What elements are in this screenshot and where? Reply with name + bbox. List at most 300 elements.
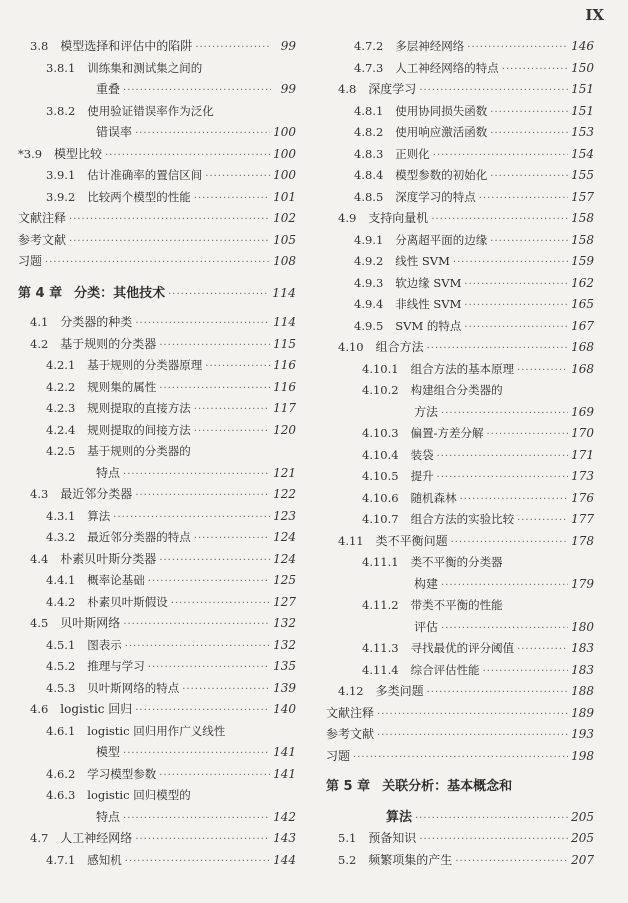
toc-entry-page: 153	[571, 125, 594, 139]
toc-entry-number: 4.12	[338, 684, 364, 698]
toc-entry-page: 158	[571, 232, 594, 247]
toc-entry	[326, 36, 594, 58]
toc-entry-title: 模型参数的初始化	[395, 168, 488, 182]
toc-entry-number: 4.6	[30, 702, 49, 716]
dot-leader	[502, 59, 568, 81]
toc-entry-page: 141	[273, 745, 296, 759]
toc-entry	[18, 441, 296, 463]
toc-entry	[326, 488, 594, 510]
toc-entry-title: 文献注释	[326, 705, 375, 720]
toc-entry-title: 深度学习的特点	[395, 189, 476, 204]
toc-entry	[326, 552, 594, 574]
toc-entry	[18, 377, 296, 399]
toc-entry-page: 105	[273, 232, 296, 247]
toc-entry-title: 构建组合分类器的	[410, 383, 503, 397]
toc-entry-page: 171	[571, 447, 594, 462]
toc-entry-title: 构建	[414, 576, 439, 591]
toc-entry-page: 205	[571, 809, 594, 824]
dot-leader	[490, 123, 568, 145]
toc-entry	[326, 807, 594, 829]
toc-entry	[18, 101, 296, 123]
toc-entry	[326, 531, 594, 553]
toc-entry	[18, 58, 296, 80]
toc-entry-page: 120	[273, 422, 296, 437]
toc-entry-number: 4.3.2	[46, 530, 76, 544]
toc-entry	[326, 746, 594, 768]
dot-leader	[451, 532, 568, 554]
toc-entry-title: logistic 回归用作广义线性	[87, 723, 226, 738]
toc-entry-title: 学习模型参数	[87, 766, 157, 781]
toc-entry	[18, 613, 296, 635]
page-number: IX	[585, 6, 604, 24]
toc-entry-page: 121	[273, 465, 296, 480]
dot-leader	[467, 37, 568, 59]
dot-leader	[377, 725, 568, 747]
toc-entry-number: 4.5	[30, 616, 49, 630]
toc-right-column	[326, 36, 594, 871]
toc-entry-page: 198	[571, 748, 594, 763]
dot-leader	[464, 295, 568, 317]
dot-leader	[517, 510, 568, 532]
toc-entry	[18, 742, 296, 764]
toc-entry-title: 贝叶斯网络	[60, 616, 121, 630]
toc-entry-title: 估计准确率的置信区间	[87, 168, 203, 182]
toc-entry-title: 多层神经网络	[395, 39, 465, 53]
toc-entry-title: 习题	[326, 748, 351, 763]
toc-entry	[326, 230, 594, 252]
toc-entry-number: 3.9.1	[46, 168, 76, 182]
toc-entry	[18, 398, 296, 420]
toc-entry-page: 165	[571, 297, 594, 311]
toc-entry-page: 180	[571, 619, 594, 634]
toc-entry-number: 4.7.3	[354, 60, 384, 75]
toc-entry-page: 123	[273, 508, 296, 523]
toc-entry-number: 4.4.1	[46, 573, 76, 587]
toc-entry	[326, 466, 594, 488]
toc-entry-title: 支持向量机	[368, 211, 429, 225]
toc-entry-number: 4.10.6	[362, 490, 399, 505]
toc-entry-number: 4.10.2	[362, 383, 399, 397]
toc-entry-number: 4.10.5	[362, 469, 399, 483]
toc-entry-page: 132	[273, 637, 296, 652]
toc-entry-number: 4.9.3	[354, 275, 384, 290]
toc-entry	[326, 208, 594, 230]
toc-entry	[18, 699, 296, 721]
toc-entry	[326, 165, 594, 187]
toc-entry-number: 4.9	[338, 211, 357, 225]
toc-entry-number: 4.5.3	[46, 680, 76, 695]
toc-entry-page: 168	[571, 361, 594, 376]
toc-entry-title: 基于规则的分类器的	[87, 444, 191, 458]
dot-leader	[205, 356, 270, 378]
toc-entry-title: 习题	[18, 254, 43, 268]
toc-entry-title: 频繁项集的产生	[368, 852, 453, 867]
dot-leader	[135, 700, 270, 722]
toc-entry-number: 4.11.4	[362, 662, 399, 677]
toc-entry-title: 比较两个模型的性能	[87, 189, 191, 204]
toc-entry-page: 124	[273, 530, 296, 544]
toc-entry-number: 3.8.2	[46, 103, 76, 118]
toc-entry-title: 感知机	[87, 852, 122, 867]
toc-entry	[18, 635, 296, 657]
toc-entry-number: 4.7.2	[354, 39, 384, 53]
dot-leader	[479, 188, 568, 210]
dot-leader	[194, 399, 270, 421]
toc-entry-title: 深度学习	[368, 82, 417, 96]
toc-entry-number: 4.2.5	[46, 444, 76, 458]
toc-entry-page: 116	[273, 358, 296, 372]
toc-entry-title: 随机森林	[410, 490, 457, 505]
toc-entry-title: 特点	[96, 809, 121, 824]
toc-entry-page: 179	[571, 576, 594, 591]
dot-leader	[431, 209, 568, 231]
dot-leader	[195, 37, 271, 59]
toc-entry-page: 114	[273, 315, 296, 329]
toc-entry-page: 117	[273, 401, 296, 415]
toc-entry-page: 141	[273, 766, 296, 781]
toc-chapter-heading	[18, 282, 296, 304]
toc-entry	[18, 312, 296, 334]
toc-entry-number: 4.11.1	[362, 555, 399, 569]
toc-entry	[326, 445, 594, 467]
dot-leader	[419, 80, 568, 102]
toc-entry-number: 4.11.2	[362, 598, 399, 612]
toc-entry-title: 算法	[87, 508, 111, 523]
toc-entry-title: 参考文献	[326, 727, 375, 741]
toc-entry-page: 159	[571, 254, 594, 268]
toc-entry-title: 非线性 SVM	[395, 297, 462, 311]
dot-leader	[490, 102, 568, 124]
toc-entry-title: 模型	[96, 745, 121, 759]
toc-entry-title: 偏置-方差分解	[410, 426, 484, 440]
toc-entry	[18, 122, 296, 144]
toc-entry-page: 116	[273, 379, 296, 394]
dot-leader	[205, 166, 270, 188]
toc-entry	[18, 721, 296, 743]
toc-entry-title: 组合方法	[375, 340, 424, 354]
toc-entry-page: 115	[273, 336, 296, 351]
dot-leader	[437, 446, 569, 468]
toc-entry-title: 规则提取的直接方法	[87, 401, 191, 415]
toc-entry-title: 寻找最优的评分阈值	[410, 641, 515, 655]
toc-entry	[326, 574, 594, 596]
toc-entry-title: 人工神经网络的特点	[395, 60, 499, 75]
toc-entry-number: 4.9.5	[354, 318, 384, 333]
toc-entry-number: 4.8.2	[354, 125, 384, 139]
toc-entry	[326, 660, 594, 682]
dot-leader	[490, 231, 568, 253]
toc-entry-page: 170	[571, 426, 594, 440]
toc-entry-page: 125	[273, 573, 296, 587]
toc-entry-number: 4.2.4	[46, 422, 76, 437]
dot-leader	[123, 80, 271, 102]
dot-leader	[45, 252, 270, 274]
toc-entry-page: 151	[571, 82, 594, 96]
toc-entry	[326, 273, 594, 295]
dot-leader	[427, 682, 568, 704]
toc-entry-title: 推理与学习	[87, 659, 145, 673]
toc-entry	[18, 549, 296, 571]
toc-left-column	[18, 36, 296, 871]
dot-leader	[441, 403, 568, 425]
toc-entry-page: 157	[571, 189, 594, 204]
toc-entry-page: 193	[571, 727, 594, 741]
toc-entry-title: 人工神经网络	[60, 831, 133, 845]
toc-entry	[18, 420, 296, 442]
toc-entry-title: 使用验证错误率作为泛化	[87, 103, 214, 118]
toc-entry-page: 144	[273, 852, 296, 867]
dot-leader	[168, 284, 269, 306]
toc-entry-number: 4.4.2	[46, 594, 76, 609]
toc-entry-title: 预备知识	[368, 831, 417, 845]
toc-entry	[326, 681, 594, 703]
dot-leader	[517, 639, 568, 661]
toc-entry	[18, 36, 296, 58]
toc-entry-page: 151	[571, 103, 594, 118]
toc-entry	[326, 850, 594, 872]
dot-leader	[483, 661, 569, 683]
toc-entry-number: 4.11	[338, 533, 364, 548]
toc-entry-number: 4.8.3	[354, 146, 384, 161]
toc-entry-page: 101	[273, 189, 296, 204]
toc-entry-title: logistic 回归	[60, 702, 133, 716]
toc-entry-page: 162	[571, 275, 594, 290]
toc-entry	[18, 656, 296, 678]
toc-entry-page: 100	[273, 146, 296, 161]
toc-entry-title: 基于规则的分类器	[60, 336, 157, 351]
toc-entry-title: 方法	[414, 404, 439, 419]
toc-entry-number: 4.5.2	[46, 659, 76, 673]
toc-entry-title: 模型比较	[54, 146, 103, 161]
toc-entry-number: 4.8	[338, 82, 357, 96]
toc-entry	[326, 617, 594, 639]
toc-entry-number: 4.2.3	[46, 401, 76, 415]
toc-entry-title: 模型选择和评估中的陷阱	[60, 39, 193, 53]
dot-leader	[490, 166, 568, 188]
toc-entry	[326, 638, 594, 660]
toc-entry-number: 4.3.1	[46, 508, 76, 523]
dot-leader	[377, 704, 568, 726]
dot-leader	[486, 424, 568, 446]
toc-entry	[326, 316, 594, 338]
toc-entry	[326, 79, 594, 101]
toc-entry-page: 132	[273, 616, 296, 630]
toc-entry	[18, 208, 296, 230]
dot-leader	[441, 618, 568, 640]
toc-entry-page: 124	[273, 551, 296, 566]
toc-entry	[18, 144, 296, 166]
toc-entry	[18, 807, 296, 829]
toc-entry-number: 4.9.1	[354, 232, 384, 247]
toc-chapter-heading	[326, 776, 594, 798]
toc-entry-page: 167	[571, 318, 594, 333]
dot-leader	[433, 145, 568, 167]
toc-entry-number: 4.8.1	[354, 103, 384, 118]
toc-entry	[18, 230, 296, 252]
dot-leader	[123, 614, 270, 636]
toc-entry-title: 评估	[414, 619, 439, 634]
toc-entry-title: 提升	[410, 469, 434, 483]
toc-entry-page: 207	[571, 852, 594, 867]
toc-entry-title: 分离超平面的边缘	[395, 232, 488, 247]
toc-entry-number: 4.6.1	[46, 723, 76, 738]
toc-entry-number: 4.10.4	[362, 447, 399, 462]
toc-entry	[18, 334, 296, 356]
dot-leader	[69, 231, 270, 253]
dot-leader	[159, 765, 270, 787]
toc-entry-page: 108	[273, 254, 296, 268]
toc-entry-page: 139	[273, 680, 296, 695]
dot-leader	[455, 851, 568, 873]
toc-entry-number: 4.9.4	[354, 297, 384, 311]
dot-leader	[182, 679, 270, 701]
toc-entry-title: 关联分析：基本概念和	[382, 779, 513, 794]
toc-entry-title: 规则集的属性	[87, 379, 157, 394]
dot-leader	[159, 550, 270, 572]
toc-entry-number: 4.2.2	[46, 379, 76, 394]
toc-entry-page: 122	[273, 487, 296, 501]
toc-entry	[326, 509, 594, 531]
toc-entry-number: 4.10.7	[362, 512, 399, 526]
toc-entry-page: 183	[571, 662, 594, 677]
toc-entry-title: 训练集和测试集之间的	[87, 60, 203, 75]
toc-entry-page: 146	[571, 39, 594, 53]
dot-leader	[135, 485, 270, 507]
toc-entry	[326, 337, 594, 359]
toc-entry-number: 4.3	[30, 487, 49, 501]
toc-entry-number: 4.8.5	[354, 189, 384, 204]
dot-leader	[159, 378, 270, 400]
toc-entry-page: 102	[273, 211, 296, 225]
toc-entry-page: 158	[571, 211, 594, 225]
toc-entry-page: 155	[571, 168, 594, 182]
dot-leader	[415, 808, 568, 830]
toc-entry-page: 169	[571, 404, 594, 419]
toc-entry-title: 组合方法的基本原理	[410, 361, 515, 376]
toc-entry	[326, 58, 594, 80]
toc-entry	[326, 595, 594, 617]
toc-entry	[18, 764, 296, 786]
toc-entry-title: 正则化	[395, 146, 430, 161]
toc-entry-page: 135	[273, 659, 296, 673]
toc-entry	[326, 402, 594, 424]
toc-entry-title: 文献注释	[18, 211, 67, 225]
toc-entry-page: 127	[273, 594, 296, 609]
toc-entry-number: 4.10.3	[362, 426, 399, 440]
dot-leader	[135, 829, 270, 851]
toc-entry-page: 100	[273, 168, 296, 182]
dot-leader	[148, 571, 270, 593]
toc-entry-title: 基于规则的分类器原理	[87, 358, 203, 372]
toc-entry	[18, 484, 296, 506]
toc-entry	[326, 724, 594, 746]
toc-entry-title: 使用响应激活函数	[395, 125, 488, 139]
dot-leader	[460, 489, 569, 511]
dot-leader	[123, 464, 270, 486]
toc-entry-title: 分类器的种类	[60, 315, 133, 329]
toc-entry-title: 图表示	[87, 637, 122, 652]
toc-entry-number: 第 4 章	[18, 285, 63, 301]
dot-leader	[437, 467, 569, 489]
toc-entry	[18, 187, 296, 209]
toc-entry-title: logistic 回归模型的	[87, 788, 191, 802]
dot-leader	[125, 851, 270, 873]
toc-entry-title: 多类问题	[375, 684, 424, 698]
dot-leader	[159, 335, 270, 357]
dot-leader	[441, 575, 568, 597]
toc-entry-page: 154	[571, 146, 594, 161]
toc-entry-number: 4.6.3	[46, 788, 76, 802]
dot-leader	[353, 747, 568, 769]
toc-entry-page: 168	[571, 340, 594, 354]
toc-entry-number: 4.4	[30, 551, 49, 566]
toc-entry	[18, 678, 296, 700]
toc-entry-title: 算法	[386, 809, 413, 825]
toc-entry-title: 分类：其他技术	[74, 285, 166, 301]
dot-leader	[194, 421, 270, 443]
toc-entry-page: 99	[280, 82, 296, 96]
toc-entry-title: 组合方法的实验比较	[410, 512, 515, 526]
toc-entry-number: 4.2.1	[46, 358, 76, 372]
toc-entry-title: 综合评估性能	[410, 662, 480, 677]
toc-entry-number: 5.2	[338, 852, 357, 867]
dot-leader	[194, 528, 270, 550]
dot-leader	[419, 829, 568, 851]
toc-entry-title: SVM 的特点	[395, 318, 462, 333]
toc-entry-page: 140	[273, 702, 296, 716]
toc-entry-page: 142	[273, 809, 296, 824]
toc-entry	[18, 570, 296, 592]
dot-leader	[113, 507, 270, 529]
dot-leader	[464, 274, 568, 296]
toc-entry	[18, 463, 296, 485]
toc-entry-title: 使用协同损失函数	[395, 103, 488, 118]
toc-entry	[326, 122, 594, 144]
toc-entry-number: 4.6.2	[46, 766, 76, 781]
toc-entry-page: 178	[571, 533, 594, 548]
toc-entry-title: 类不平衡问题	[375, 533, 448, 548]
toc-entry-title: 参考文献	[18, 232, 67, 247]
toc-entry-number: 4.9.2	[354, 254, 384, 268]
toc-entry-page: 177	[571, 512, 594, 526]
toc-entry-page: 173	[571, 469, 594, 483]
toc-entry-page: 100	[273, 125, 296, 139]
toc-entry-number: 3.8.1	[46, 60, 76, 75]
toc-entry-title: 最近邻分类器的特点	[87, 530, 191, 544]
toc-entry-title: 朴素贝叶斯分类器	[60, 551, 157, 566]
toc-entry-title: 重叠	[96, 82, 121, 96]
toc-entry-page: 99	[280, 39, 296, 53]
toc-entry-page: 114	[272, 284, 296, 300]
toc-entry-title: 特点	[96, 465, 121, 480]
toc-entry	[18, 592, 296, 614]
toc-entry	[18, 527, 296, 549]
toc-entry-title: 类不平衡的分类器	[410, 555, 503, 569]
toc-entry-number: 4.2	[30, 336, 49, 351]
toc-entry-number: 3.9.2	[46, 189, 76, 204]
toc-entry	[326, 828, 594, 850]
dot-leader	[517, 360, 568, 382]
toc-entry-title: 朴素贝叶斯假设	[87, 594, 168, 609]
toc-entry-title: 线性 SVM	[395, 254, 450, 268]
dot-leader	[69, 209, 270, 231]
toc-entry-page: 176	[571, 490, 594, 505]
toc-entry	[18, 506, 296, 528]
toc-entry-number: 4.10.1	[362, 361, 399, 376]
toc-entry-title: 贝叶斯网络的特点	[87, 680, 180, 695]
toc-entry-number: 4.1	[30, 315, 49, 329]
toc-entry	[326, 251, 594, 273]
